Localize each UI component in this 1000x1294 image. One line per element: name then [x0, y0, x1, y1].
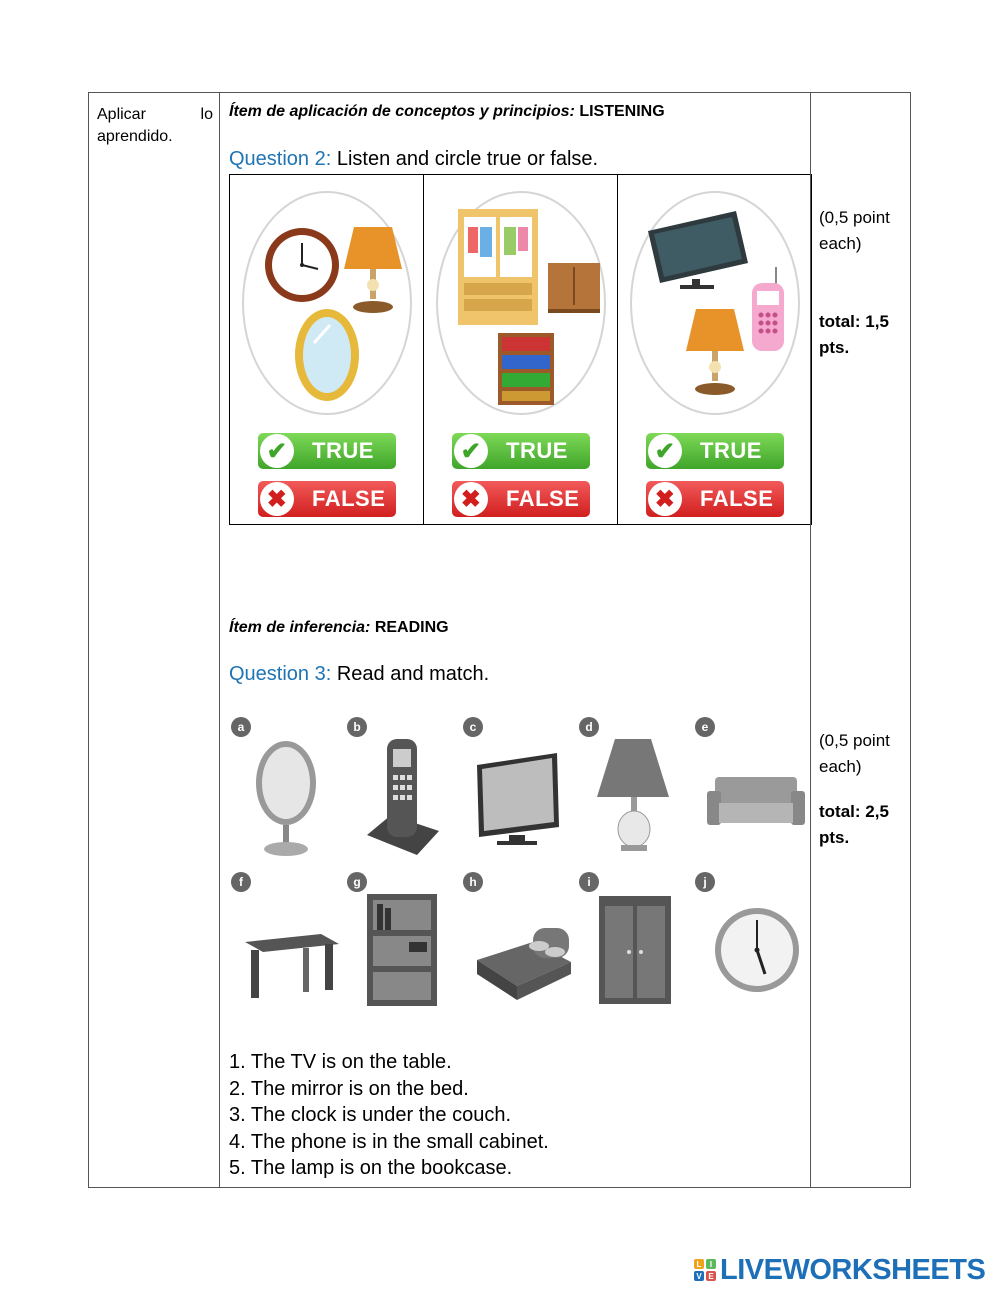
- points-column: [810, 93, 910, 1187]
- bookcase-icon: [357, 890, 447, 1015]
- mirror-icon: [241, 735, 331, 860]
- phone-icon: [746, 263, 790, 357]
- question-instruction: Read and match.: [331, 663, 490, 685]
- wardrobe-icon: [454, 205, 542, 329]
- question-2-heading: [229, 148, 598, 171]
- match-picture-h: [461, 868, 577, 1023]
- match-sentences: [229, 1049, 549, 1182]
- true-label: TRUE: [700, 438, 762, 463]
- q3-points-each: (0,5 point each): [819, 731, 890, 776]
- true-false-grid: [229, 174, 812, 525]
- picture-oval: [630, 191, 800, 415]
- picture-letter: b: [347, 717, 367, 737]
- true-button[interactable]: [646, 433, 784, 469]
- match-picture-i: [577, 868, 693, 1023]
- false-label: FALSE: [312, 486, 386, 511]
- picture-letter: j: [695, 872, 715, 892]
- logo-mark-letter: E: [706, 1271, 716, 1281]
- q2-points-each: (0,5 point each): [819, 208, 890, 253]
- item-type-label: Ítem de inferencia:: [229, 619, 371, 636]
- q3-total: total: 2,5 pts.: [819, 802, 889, 847]
- match-picture-j: [693, 868, 809, 1023]
- phone-icon: [357, 735, 447, 860]
- logo-mark-letter: L: [694, 1259, 704, 1269]
- table-icon: [241, 890, 341, 1015]
- item-skill-label: READING: [374, 619, 449, 636]
- tv-icon: [644, 207, 754, 291]
- match-pictures-grid: [229, 713, 809, 1023]
- logo-mark-icon: [694, 1259, 716, 1281]
- clock-icon: [705, 890, 805, 1015]
- q2-total: total: 1,5 pts.: [819, 312, 889, 357]
- false-label: FALSE: [700, 486, 774, 511]
- lamp-icon: [682, 305, 748, 401]
- picture-letter: e: [695, 717, 715, 737]
- check-icon: ✔: [260, 434, 294, 468]
- match-picture-c: [461, 713, 577, 868]
- match-picture-f: [229, 868, 345, 1023]
- activity-column: [89, 93, 220, 1187]
- activity-word: aprendido.: [97, 128, 173, 145]
- activity-word: Aplicar: [97, 106, 146, 123]
- false-label: FALSE: [506, 486, 580, 511]
- true-false-panel-2: [424, 175, 618, 524]
- false-button[interactable]: [452, 481, 590, 517]
- sentence-4: 4. The phone is in the small cabinet.: [229, 1130, 549, 1153]
- item-type-label: Ítem de aplicación de conceptos y principios:: [229, 103, 575, 120]
- match-picture-a: [229, 713, 345, 868]
- picture-letter: g: [347, 872, 367, 892]
- picture-letter: d: [579, 717, 599, 737]
- true-false-panel-1: [230, 175, 424, 524]
- false-button[interactable]: [646, 481, 784, 517]
- picture-letter: h: [463, 872, 483, 892]
- lamp-icon: [589, 735, 679, 860]
- check-icon: ✔: [454, 434, 488, 468]
- couch-icon: [705, 735, 805, 860]
- picture-letter: f: [231, 872, 251, 892]
- item-skill-label: LISTENING: [579, 103, 665, 120]
- picture-letter: c: [463, 717, 483, 737]
- true-label: TRUE: [312, 438, 374, 463]
- false-button[interactable]: [258, 481, 396, 517]
- bed-icon: [473, 890, 573, 1015]
- mirror-icon: [292, 305, 362, 405]
- sentence-2: 2. The mirror is on the bed.: [229, 1077, 469, 1100]
- question-3-heading: [229, 663, 489, 686]
- reading-item-title: [229, 619, 449, 637]
- true-label: TRUE: [506, 438, 568, 463]
- activity-word: lo: [200, 106, 213, 123]
- listening-item-title: [229, 103, 665, 121]
- picture-letter: a: [231, 717, 251, 737]
- cabinet-icon: [546, 261, 602, 315]
- tv-icon: [473, 735, 563, 860]
- clock-icon: [262, 225, 342, 305]
- logo-wordmark: LIVEWORKSHEETS: [720, 1253, 986, 1286]
- logo-mark-letter: I: [706, 1259, 716, 1269]
- match-picture-b: [345, 713, 461, 868]
- activity-description: [97, 104, 213, 148]
- content-column: [220, 93, 810, 1187]
- x-icon: ✖: [648, 482, 682, 516]
- match-picture-d: [577, 713, 693, 868]
- x-icon: ✖: [260, 482, 294, 516]
- question-instruction: Listen and circle true or false.: [331, 148, 599, 170]
- assessment-table: [88, 92, 911, 1188]
- x-icon: ✖: [454, 482, 488, 516]
- question-label: Question 3:: [229, 663, 332, 685]
- logo-mark-letter: V: [694, 1271, 704, 1281]
- check-icon: ✔: [648, 434, 682, 468]
- picture-oval: [242, 191, 412, 415]
- picture-letter: i: [579, 872, 599, 892]
- picture-oval: [436, 191, 606, 415]
- true-button[interactable]: [258, 433, 396, 469]
- match-picture-e: [693, 713, 809, 868]
- true-false-panel-3: [618, 175, 811, 524]
- sentence-1: 1. The TV is on the table.: [229, 1051, 452, 1073]
- match-picture-g: [345, 868, 461, 1023]
- cabinet-icon: [589, 890, 679, 1015]
- true-button[interactable]: [452, 433, 590, 469]
- question-label: Question 2:: [229, 148, 332, 170]
- bookcase-icon: [496, 331, 556, 407]
- liveworksheets-logo: [694, 1254, 985, 1286]
- sentence-3: 3. The clock is under the couch.: [229, 1104, 512, 1126]
- sentence-5: 5. The lamp is on the bookcase.: [229, 1157, 513, 1179]
